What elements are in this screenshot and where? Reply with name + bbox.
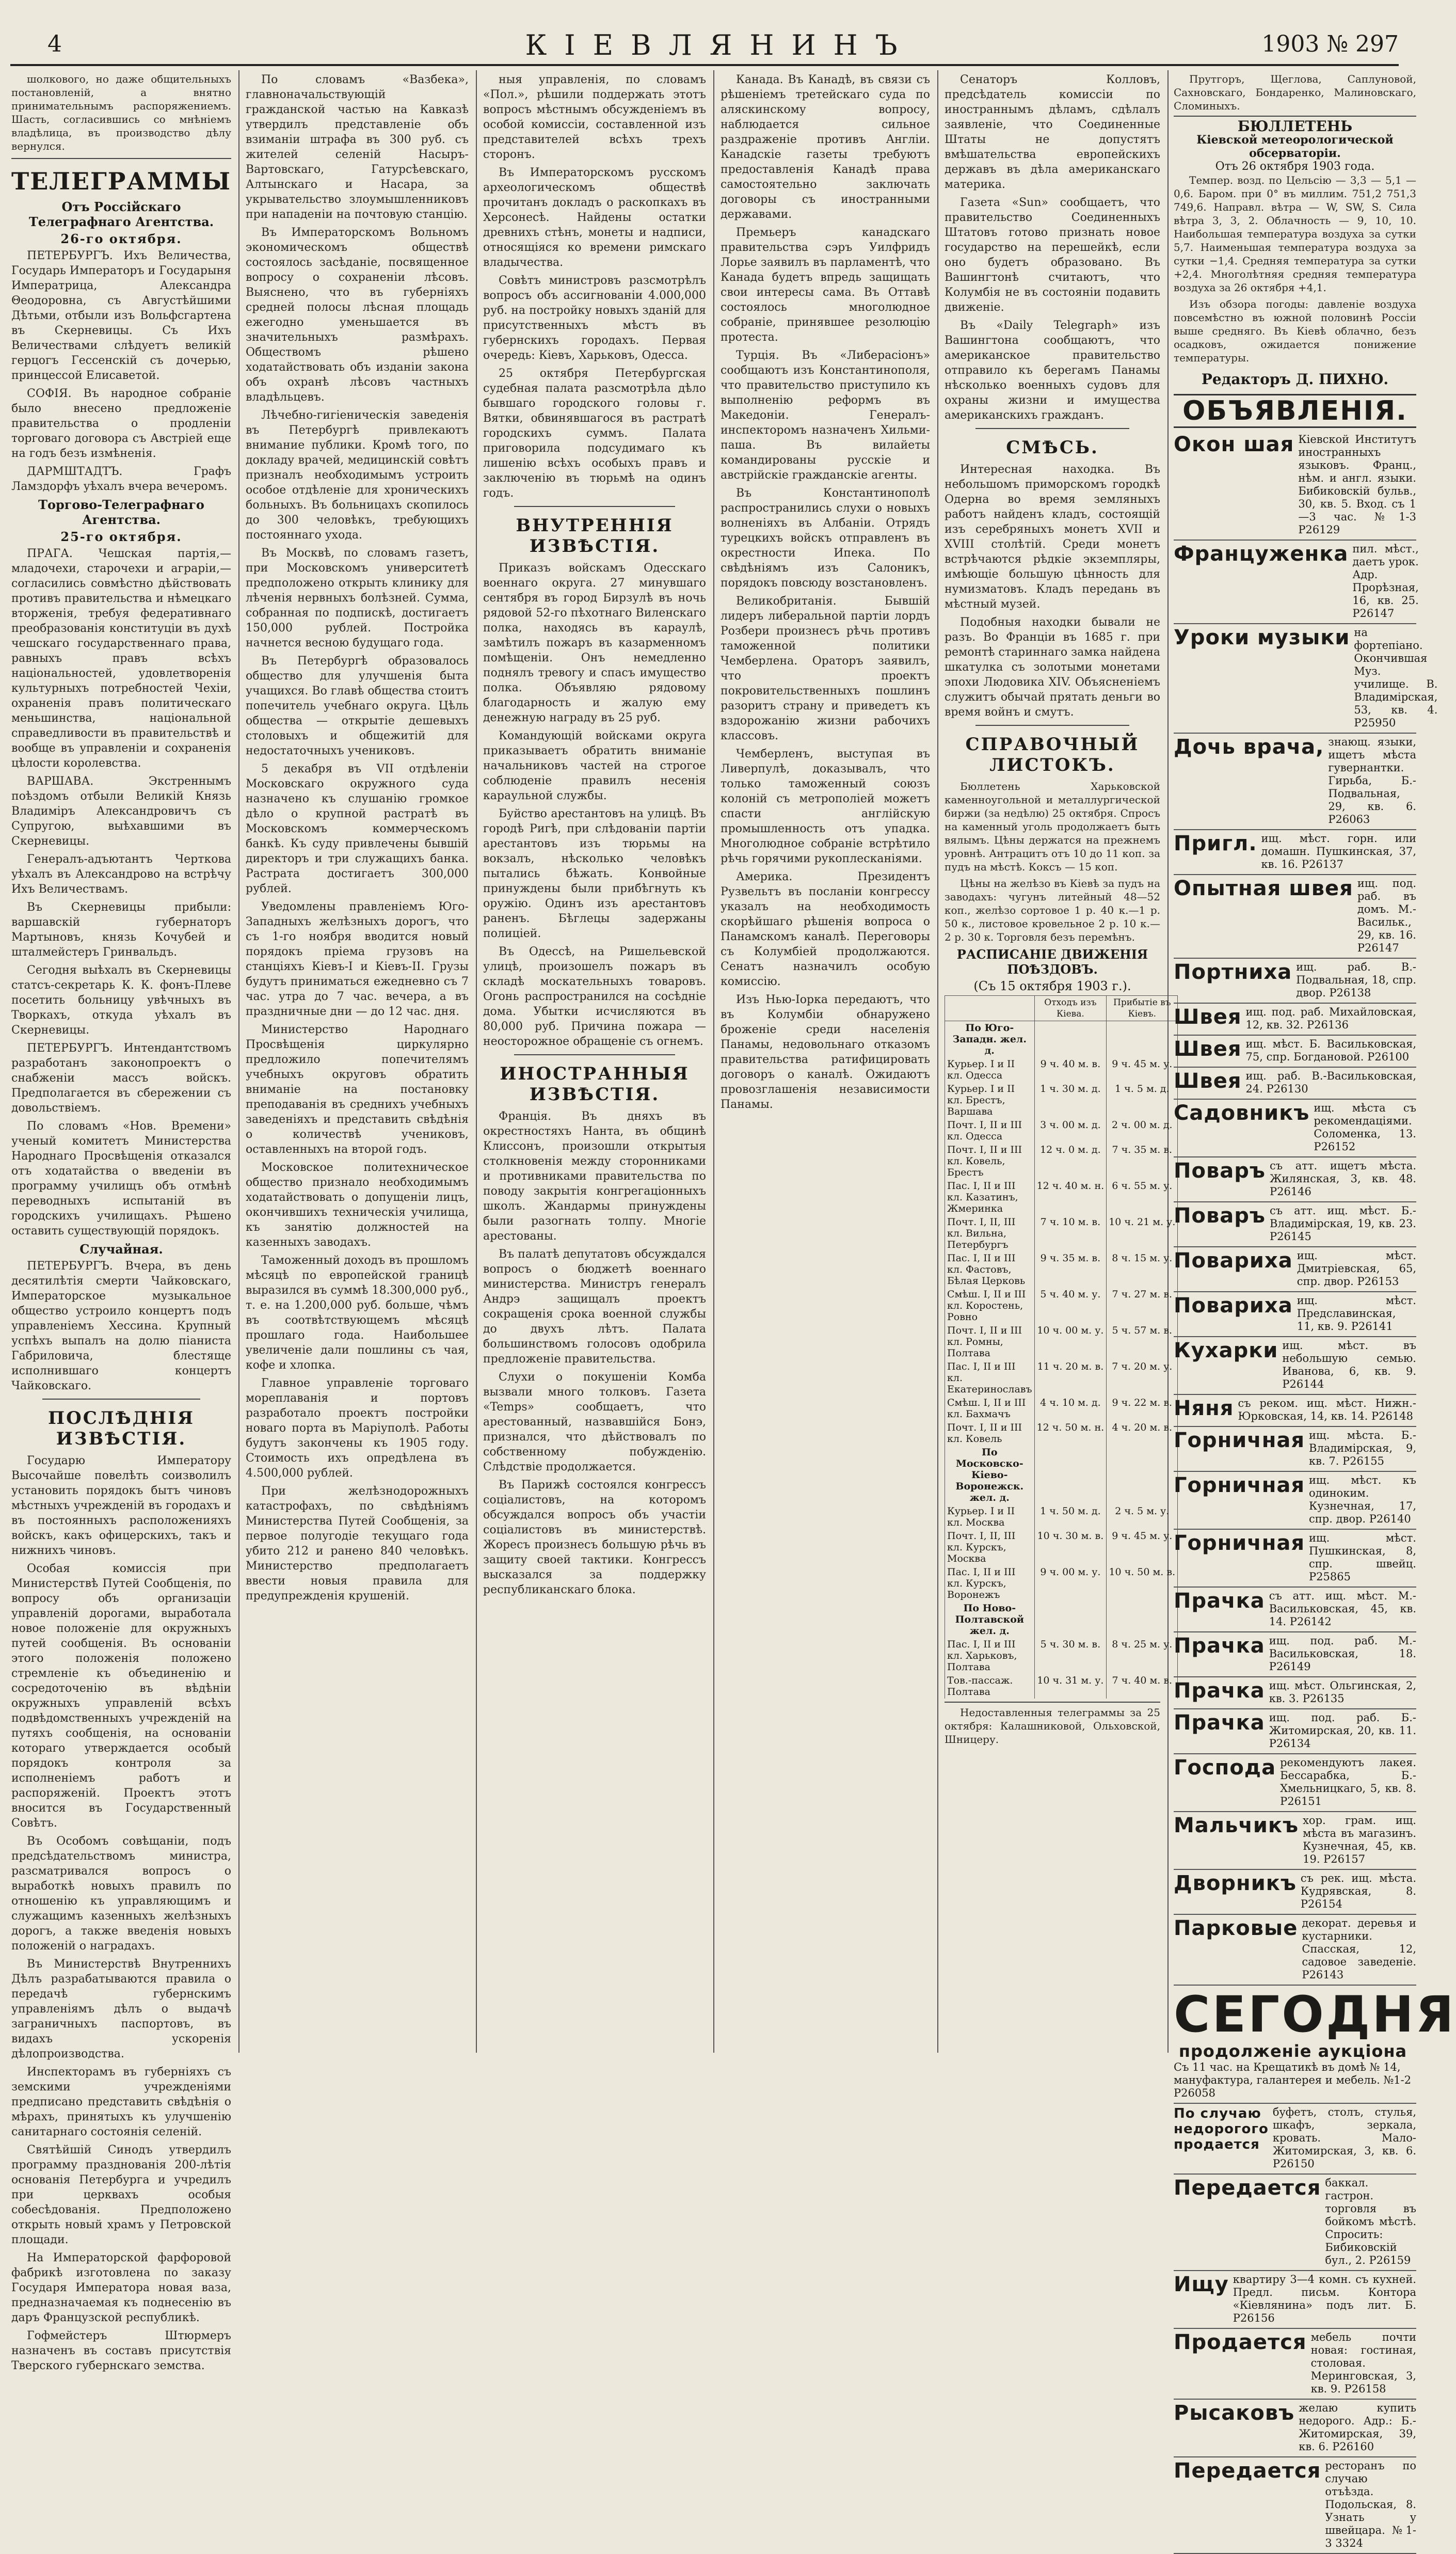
train-route: Курьер. I и II кл. Москва	[945, 1504, 1035, 1529]
article-paragraph: Въ Петербургѣ образовалось общество для улучшенія быта учащихся. Во главѣ общества стоитъ попечитель учебнаго округа. Цѣль общества — открытіе дешевыхъ столовыхъ и общежитій для недостаточныхъ учениковъ.	[246, 655, 469, 757]
ad-text: съ рек. ищ. мѣста. Кудрявская, 8. Р26154	[1300, 1872, 1416, 1910]
classified-ad	[1174, 1588, 1416, 1632]
ad-keyword: Повариха	[1174, 1249, 1293, 1273]
article-paragraph: Лѣчебно-гигіеническія заведенія въ Петербургѣ привлекаютъ внимание публики. Кромѣ того, по докладу врачей, медицинскій совѣтъ призналъ необходимымъ устроить особое отдѣленіе для хроническихъ больныхъ. Въ больницахъ скопилось до 300 человѣкъ, требующихъ постояннаго ухода.	[246, 409, 469, 542]
ad-keyword: Рысаковъ	[1174, 2401, 1295, 2425]
departure-time: 10 ч. 00 м. у.	[1034, 1324, 1107, 1360]
table-row	[945, 1638, 1178, 1674]
separator	[975, 428, 1129, 429]
table-row	[945, 1288, 1178, 1324]
ad-text: хор. грам. ищ. мѣста въ магазинъ. Кузнечная, 45, кв. 19. Р26157	[1303, 1814, 1416, 1865]
departure-time: 12 ч. 40 м. н.	[1034, 1179, 1107, 1215]
ad-keyword: Швея	[1174, 1005, 1242, 1029]
table-row	[945, 1179, 1178, 1215]
ad-text: буфетъ, столъ, стулья, шкафъ, зеркала, кровать. Мало-Житомирская, 3, кв. 6. Р26150	[1272, 2106, 1416, 2170]
ad-text: знающ. языки, ищетъ мѣста гувернантки. Гирьба, Б.-Подвальная, 29, кв. 6. Р26063	[1328, 736, 1416, 826]
table-row	[945, 1396, 1178, 1421]
column-header: Отходъ изъ Кіева.	[1034, 996, 1107, 1021]
classified-ad	[1174, 2329, 1416, 2400]
article-paragraph: Генералъ-адъютантъ Черткова уѣхалъ въ Александрово на встрѣчу Ихъ Величествамъ.	[11, 853, 231, 896]
classified-ad	[1174, 2457, 1416, 2554]
article-paragraph: Особая комиссія при Министерствѣ Путей Сообщенія, по вопросу объ организаціи управленій дорогами, выработала новое положеніе для окружныхъ путей сообщенія. Въ основаніи этого положенія положено стремленіе къ объединенію и сосредоточенію въ вѣдѣніи окружныхъ управленій всѣхъ подвѣдомственныхъ учрежденій на путяхъ сообщенія, на основаніи котораго утверждается особый порядокъ контроля за исполненіемъ работъ и распоряженій. Проектъ этотъ вносится въ Государственный Совѣтъ.	[11, 1562, 231, 1830]
article-paragraph: Приказъ войскамъ Одесскаго военнаго округа. 27 минувшаго сентября въ город Бирзулѣ въ ночь рядовой 52-го пѣхотнаго Виленскаго полка, находясь въ караулѣ, замѣтилъ пожаръ въ казарменномъ помѣщеніи. Онъ немедленно поднялъ тревогу и спасъ имущество полка. Объявляю рядовому благодарность и жалую ему денежную награду въ 25 руб.	[483, 562, 706, 724]
departure-time: 1 ч. 30 м. д.	[1034, 1082, 1107, 1118]
train-route: Смѣш. I, II и III кл. Бахмачъ	[945, 1396, 1035, 1421]
dateline: 25-го октября.	[60, 529, 182, 544]
table-row	[945, 1215, 1178, 1251]
ad-keyword: Ищу	[1174, 2273, 1229, 2296]
schedule-rows	[945, 1021, 1178, 1699]
train-route: Курьер. I и II кл. Одесса	[945, 1057, 1035, 1082]
section-subheading: Торгово-Телеграфнаго Агентства.	[38, 497, 204, 527]
ad-keyword: По случаю недорогого продается	[1174, 2106, 1269, 2152]
column-2	[246, 72, 469, 2052]
arrival-time: 10 ч. 21 м. у.	[1107, 1215, 1178, 1251]
classified-ad	[1174, 1337, 1416, 1395]
article-paragraph: По словамъ «Вазбека», главноначальствующій гражданской частью на Кавказѣ утвердилъ представленіе объ взиманіи штрафа въ 300 руб. съ жителей селеній Насыръ-Вартовскаго, Гатурсѣевскаго, Алтынскаго и Насара, за укрывательство злоумышленниковъ при нападеніи на почтовую станцію.	[246, 73, 469, 221]
arrival-time: 1 ч. 5 м. д.	[1107, 1082, 1178, 1118]
ad-keyword: Передается	[1174, 2176, 1321, 2200]
departure-time: 7 ч. 10 м. в.	[1034, 1215, 1107, 1251]
article-paragraph: Въ Константинополѣ распространились слухи о новыхъ волненіяхъ въ Албаніи. Отрядъ турецкихъ войскъ отправленъ въ окрестности Ипека. По свѣдѣніямъ изъ Салоникъ, порядокъ повсюду возстановленъ.	[721, 487, 930, 590]
arrival-time: 7 ч. 27 м. в.	[1107, 1288, 1178, 1324]
article-paragraph: Бюллетень Харьковской каменноугольной и металлургической биржи (за недѣлю) 25 октября. Спросъ на каменный уголь продолжаетъ быть вялымъ. Цѣны держатся на прежнемъ уровнѣ. Антрацитъ отъ 10 до 11 коп. за пудъ на мѣстѣ. Коксъ — 15 коп.	[945, 780, 1160, 873]
classified-ad	[1174, 624, 1438, 734]
arrival-time: 7 ч. 20 м. у.	[1107, 1360, 1178, 1396]
classified-ad	[1174, 1677, 1416, 1709]
ad-text: ищ. под. раб. въ домъ. М.-Васильк., 29, кв. 16. Р26147	[1357, 877, 1416, 954]
classified-ad	[1174, 1036, 1416, 1068]
ad-keyword: Горничная	[1174, 1531, 1305, 1555]
separator	[514, 506, 675, 507]
column-6	[1174, 72, 1456, 2549]
masthead	[36, 22, 1404, 68]
ad-text: съ атт. ищ. мѣст. Б.-Владимірская, 19, кв. 23. Р26145	[1269, 1204, 1416, 1243]
ad-text: декорат. деревья и кустарники. Спасская, 12, садовое заведеніе. Р26143	[1302, 1917, 1416, 1981]
article-paragraph: Министерство Народнаго Просвѣщенія циркулярно предложило попечителямъ учебныхъ округовъ обратить вниманіе на постановку преподаванія въ среднихъ учебныхъ заведеніяхъ и представить свѣдѣнія о количествѣ учениковъ, оставленныхъ на второй годъ.	[246, 1023, 469, 1156]
masthead-rule	[10, 64, 1399, 66]
table-row	[945, 1674, 1178, 1699]
article-paragraph: Гофмейстеръ Штюрмеръ назначенъ въ составъ присутствія Тверского губернскаго земства.	[11, 2329, 231, 2372]
section-heading-reference: СПРАВОЧНЫЙ ЛИСТОКЪ.	[965, 734, 1140, 775]
separator	[975, 725, 1129, 726]
train-route: Пас. I, II и III кл. Курскъ, Воронежъ	[945, 1565, 1035, 1601]
departure-time	[1034, 1021, 1107, 1058]
ads-heading: ОБЪЯВЛЕНІЯ.	[1174, 394, 1416, 428]
table-row	[945, 1118, 1178, 1143]
schedule-subheading: (Съ 15 октября 1903 г.).	[973, 979, 1131, 993]
ad-text: ищ. мѣст. Б. Васильковская, 75, спр. Богдановой. Р26100	[1245, 1038, 1416, 1063]
arrival-time: 9 ч. 45 м. у.	[1107, 1529, 1178, 1565]
arrival-time: 2 ч. 5 м. у.	[1107, 1504, 1178, 1529]
classified-ad	[1174, 431, 1416, 541]
ad-text: ищ. раб. В.-Васильковская, 24. Р26130	[1245, 1070, 1416, 1095]
article-paragraph: ПЕТЕРБУРГЪ. Интендантствомъ разработанъ законопроектъ о снабженіи массъ войскъ. Предполагается въ сбережении съ довольствіемъ.	[11, 1042, 231, 1115]
column-divider	[238, 70, 239, 2053]
table-row	[945, 1251, 1178, 1288]
classified-ad	[1174, 1292, 1416, 1337]
ad-text: ищ. под. раб. Б.-Житомирская, 20, кв. 11. Р26134	[1269, 1711, 1416, 1750]
table-row	[945, 1360, 1178, 1396]
ad-keyword: Дворникъ	[1174, 1871, 1297, 1895]
article-paragraph: Чемберленъ, выступая въ Ливерпулѣ, доказывалъ, что только таможенный союзъ колоній съ метрополіей можетъ спасти англійскую промышленность отъ упадка. Многолюдное собраніе встрѣтило рѣчь горячими рукоплесканіями.	[721, 748, 930, 865]
column-1	[11, 72, 231, 2372]
departure-time: 5 ч. 40 м. у.	[1034, 1288, 1107, 1324]
dateline: 26-го октября.	[60, 231, 182, 246]
telegram-note: Недоставленныя телеграммы за 25 октября: Калашниковой, Ольховской, Шницеру.	[945, 1706, 1160, 1746]
train-route: По Ново-Полтавской жел. д.	[945, 1601, 1035, 1638]
bulletin-text: Темпер. возд. по Цельсію — 3,3 — 5,1 — 0,6. Баром. при 0° въ миллим. 751,2 751,3 749,6. Направл. вѣтра — W, SW, S. Сила вѣтра 3, 3, 2. Облачность — 9, 10, 10. Наибольшая температура воздуха за сутки 5,7. Наименьшая температура воздуха за сутки −1,4. Средняя температура за сутки +2,4. Многолѣтняя средняя температура воздуха за 26 октября +4,1.	[1174, 174, 1416, 294]
column-divider	[937, 70, 938, 2053]
train-route: По Московско-Кіево-Воронежск. жел. д.	[945, 1446, 1035, 1504]
issue-number: 1903 № 297	[1261, 31, 1399, 57]
ad-keyword: Опытная швея	[1174, 877, 1353, 900]
ad-keyword: Повариха	[1174, 1294, 1293, 1318]
classified-ad	[1174, 959, 1416, 1004]
article-paragraph: ныя управленія, по словамъ «Пол.», рѣшили поддержать этотъ вопросъ мѣстнымъ обсужденіемъ въ особой комиссіи, составленной изъ представителей всѣхъ трехъ сторонъ.	[483, 73, 706, 161]
article-paragraph: Въ Парижѣ состоялся конгрессъ соціалистовъ, на которомъ обсуждался вопросъ объ участіи соціалистовъ въ министерствѣ. Жоресъ произнесъ большую рѣчь въ защиту своей тактики. Конгрессъ высказался за поддержку республиканскаго блока.	[483, 1479, 706, 1596]
ad-keyword: Горничная	[1174, 1473, 1305, 1497]
classified-ad	[1174, 1427, 1416, 1472]
bulletin-subheading: Кіевской метеорологической обсерваторіи.	[1196, 133, 1394, 160]
departure-time: 11 ч. 20 м. в.	[1034, 1360, 1107, 1396]
table-row	[945, 1143, 1178, 1179]
article-paragraph: 25 октября Петербургская судебная палата разсмотрѣла дѣло бывшаго городского головы г. Вятки, обвинявшагося въ растратѣ городскихъ суммъ. Палата приговорила подсудимаго къ лишенію всѣхъ особыхъ правъ и заключенію въ тюрьмѣ на одинъ годъ.	[483, 367, 706, 500]
table-header-row	[945, 996, 1178, 1021]
ad-text: желаю купить недорого. Адр.: Б.-Житомирская, 39, кв. 6. Р26160	[1299, 2402, 1416, 2453]
ad-keyword: Прачка	[1174, 1589, 1265, 1613]
article-paragraph: Турція. Въ «Либерасіонъ» сообщаютъ изъ Константинополя, что правительство приступило къ выполненію реформъ въ Македоніи. Генералъ-инспекторомъ назначенъ Хильми-паша. Въ вилайеты командированы русскіе и австрійскіе гражданскіе агенты.	[721, 349, 930, 482]
ad-keyword: Портниха	[1174, 960, 1292, 984]
article-paragraph: Газета «Sun» сообщаетъ, что правительство Соединенныхъ Штатовъ готово признать новое государство на перешейкѣ, если оно будетъ образовано. Въ Вашингтонѣ считаютъ, что Колумбія не въ состояніи подавить движеніе.	[945, 196, 1160, 314]
departure-time: 12 ч. 0 м. д.	[1034, 1143, 1107, 1179]
column-divider	[713, 70, 714, 2053]
article-paragraph: Сенаторъ Колловъ, предсѣдатель комиссіи по иностраннымъ дѣламъ, сдѣлалъ заявленіе, что Соединенные Штаты не допустятъ вмѣшательства европейскихъ державъ въ дѣла американскаго материка.	[945, 73, 1160, 191]
departure-time: 9 ч. 00 м. у.	[1034, 1565, 1107, 1601]
ad-keyword: Швея	[1174, 1069, 1242, 1093]
classified-ad	[1174, 1202, 1416, 1247]
departure-time: 9 ч. 35 м. в.	[1034, 1251, 1107, 1288]
classified-ad	[1174, 2104, 1416, 2175]
classified-ad	[1174, 1247, 1416, 1292]
column-header	[945, 996, 1035, 1021]
article-paragraph: Въ «Daily Telegraph» изъ Вашингтона сообщаютъ, что американское правительство отправило къ берегамъ Панамы нѣсколько военныхъ судовъ для охраны жизни и имущества американскихъ гражданъ.	[945, 319, 1160, 422]
train-route: По Юго-Западн. жел. д.	[945, 1021, 1035, 1058]
article-paragraph: Цѣны на желѣзо въ Кіевѣ за пудъ на заводахъ: чугунъ литейный 48—52 коп., желѣзо сортовое 1 р. 40 к.—1 р. 50 к., листовое кровельное 2 р. 10 к.—2 р. 30 к. Торговля безъ перемѣнъ.	[945, 877, 1160, 943]
article-paragraph: Въ палатѣ депутатовъ обсуждался вопросъ о бюджетѣ военнаго министерства. Министръ генералъ Андрэ защищалъ проектъ сокращенія срока военной службы до двухъ лѣтъ. Палата большинствомъ голосовъ одобрила предложеніе правительства.	[483, 1248, 706, 1366]
departure-time	[1034, 1446, 1107, 1504]
article-paragraph: Въ Императорскомъ русскомъ археологическомъ обществѣ прочитанъ докладъ о раскопкахъ въ Херсонесѣ. Найдены остатки древнихъ стѣнъ, монеты и надписи, относящіяся ко времени римскаго владычества.	[483, 166, 706, 269]
auction-ad-body: Съ 11 час. на Крещатикѣ въ домѣ № 14, мануфактура, галантерея и мебель. №1-2 Р26058	[1174, 2061, 1412, 2099]
column-header: Прибытіе въ Кіевъ.	[1107, 996, 1178, 1021]
ad-keyword: Француженка	[1174, 542, 1349, 566]
classified-ad	[1174, 1100, 1416, 1157]
table-row	[945, 1446, 1178, 1504]
arrival-time: 6 ч. 55 м. у.	[1107, 1179, 1178, 1215]
ad-text: ищ. мѣст. Предславинская, 11, кв. 9. Р26141	[1297, 1294, 1416, 1332]
classified-ad	[1174, 1068, 1416, 1100]
ad-keyword: Прачка	[1174, 1634, 1265, 1658]
classified-ad	[1174, 1632, 1416, 1677]
table-row	[945, 1504, 1178, 1529]
article-paragraph: Командующій войсками округа приказываетъ обратить вниманіе начальниковъ частей на строгое соблюденіе правилъ несенія караульной службы.	[483, 729, 706, 802]
departure-time	[1034, 1601, 1107, 1638]
editor-line: Редакторъ Д. ПИХНО.	[1201, 371, 1389, 388]
auction-ad-subtitle: продолженіе аукціона	[1178, 2041, 1407, 2061]
classified-ad	[1174, 2175, 1416, 2271]
train-route: Почт. I, II и III кл. Одесса	[945, 1118, 1035, 1143]
separator	[945, 1702, 1160, 1703]
ad-text: съ реком. ищ. мѣст. Нижн.-Юрковская, 14, кв. 14. Р26148	[1238, 1397, 1416, 1422]
article-paragraph: Московское политехническое общество признало необходимымъ ходатайствовать о допущеніи лицъ, окончившихъ техническія училища, къ занятію должностей на казенныхъ заводахъ.	[246, 1161, 469, 1249]
classified-ad	[1174, 734, 1416, 830]
ad-text: ищ. мѣста. Б.-Владимірская, 9, кв. 7. Р26155	[1309, 1429, 1416, 1467]
classified-ad	[1174, 541, 1419, 624]
classified-ad	[1174, 2271, 1416, 2329]
classified-ad	[1174, 1915, 1416, 1986]
ad-text: ищ. раб. В.-Подвальная, 18, спр. двор. Р26138	[1296, 961, 1416, 999]
ad-keyword: Окон шая	[1174, 433, 1294, 456]
train-route: Смѣш. I, II и III кл. Коростень, Ровно	[945, 1288, 1035, 1324]
train-route: Тов.-пассаж. Полтава	[945, 1674, 1035, 1699]
table-row	[945, 1021, 1178, 1058]
arrival-time	[1107, 1601, 1178, 1638]
ad-keyword: Горничная	[1174, 1429, 1305, 1452]
article-paragraph: Премьеръ канадскаго правительства сэръ Уилфридъ Лорье заявилъ въ парламентѣ, что Канада будетъ впредь защищать свои интересы сама. Въ Оттавѣ состоялось многолюдное собраніе, принявшее резолюцію протеста.	[721, 226, 930, 344]
article-paragraph: Слухи о покушеніи Комба вызвали много толковъ. Газета «Temps» сообщаетъ, что арестованный, назвавшійся Бонэ, признался, что дѣйствовалъ по собственному побужденію. Слѣдствіе продолжается.	[483, 1371, 706, 1473]
table-row	[945, 1324, 1178, 1360]
article-paragraph: Уведомлены правленіемъ Юго-Западныхъ желѣзныхъ дорогъ, что съ 1-го ноября вводится новый порядокъ пріема грузовъ на станціяхъ Кіевъ-І и Кіевъ-ІІ. Грузы будутъ приниматься ежедневно съ 7 час. утра до 7 час. вечера, а въ праздничные дни — до 12 час. дня.	[246, 900, 469, 1018]
bulletin-heading: БЮЛЛЕТЕНЬ	[1237, 118, 1353, 135]
ad-text: ищ. мѣст. въ небольшую семью. Иванова, 6, кв. 9. Р26144	[1282, 1339, 1416, 1390]
article-paragraph: Великобританія. Бывшій лидеръ либеральной партіи лордъ Розбери произнесъ рѣчь противъ таможенной политики Чемберлена. Ораторъ заявилъ, что проектъ покровительственныхъ пошлинъ разоритъ страну и приведетъ къ вздорожанію жизни рабочихъ классовъ.	[721, 595, 930, 742]
article-paragraph: ПРАГА. Чешская партія,—младочехи, старочехи и аграріи,—согласились совмѣстно дѣйствовать противъ правительства и нѣмецкаго вторженія, требуя федеративнаго преобразованія конституціи въ духѣ чешскаго государственнаго права, равныхъ правъ всѣхъ національностей, удовлетворенія культурныхъ потребностей Чехіи, охраненія правъ политическаго меньшинства, національной справедливости въ правительствѣ и вообще въ управленіи и сохраненія цѣлости королевства.	[11, 547, 231, 770]
ad-keyword: Дочь врача,	[1174, 735, 1324, 759]
article-paragraph: Таможенный доходъ въ прошломъ мѣсяцѣ по европейской границѣ выразился въ суммѣ 18.300,000 руб., т. е. на 1.200,000 руб. больше, чѣмъ въ соотвѣтствующемъ мѣсяцѣ прошлаго года. Наибольшее увеличеніе дали пошлины съ чая, кофе и хлопка.	[246, 1254, 469, 1372]
ad-keyword: Садовникъ	[1174, 1101, 1310, 1125]
separator	[514, 1054, 675, 1055]
article-paragraph: При желѣзнодорожныхъ катастрофахъ, по свѣдѣніямъ Министерства Путей Сообщенія, за первое полугодіе текущаго года убито 212 и ранено 840 человѣкъ. Министерство предполагаетъ ввести новыя правила для предупрежденія крушеній.	[246, 1485, 469, 1603]
departure-time: 12 ч. 50 м. н.	[1034, 1421, 1107, 1446]
ad-text: баккал. гастрон. торговля въ бойкомъ мѣстѣ. Спросить: Бибиковскій бул., 2. Р26159	[1325, 2177, 1416, 2266]
classified-ad	[1174, 830, 1416, 875]
article-paragraph: Въ Москвѣ, по словамъ газетъ, при Московскомъ университетѣ предположено открыть клинику для лѣченія нервныхъ болѣзней. Сумма, собранная по подпискѣ, достигаетъ 150,000 рублей. Постройка начнется весною будущаго года.	[246, 547, 469, 649]
ad-text: пил. мѣст., даетъ урок. Адр. Прорѣзная, 16, кв. 25. Р26147	[1352, 543, 1419, 620]
table-row	[945, 1565, 1178, 1601]
arrival-time	[1107, 1021, 1178, 1058]
classified-ad	[1174, 1472, 1416, 1530]
ad-text: рекомендуютъ лакея. Бессарабка, Б.-Хмельницкаго, 5, кв. 8. Р26151	[1280, 1756, 1416, 1807]
ad-keyword: Няня	[1174, 1397, 1234, 1420]
ad-text: мебель почти новая: гостиная, столовая. Меринговская, 3, кв. 9. Р26158	[1310, 2331, 1416, 2395]
train-route: Почт. I, II и III кл. Ковель, Брестъ	[945, 1143, 1035, 1179]
section-subheading: Отъ Россійскаго Телеграфнаго Агентства.	[28, 199, 214, 229]
ad-text: ищ. мѣст. горн. или домашн. Пушкинская, 37, кв. 16. Р26137	[1261, 832, 1416, 870]
article-paragraph: ПЕТЕРБУРГЪ. Вчера, въ день десятилѣтія смерти Чайковскаго, Императорское музыкальное общество устроило концертъ подъ управленіемъ Хессина. Крупный успѣхъ выпалъ на долю піанистa Габриловича, блестяще исполнившаго концертъ Чайковскаго.	[11, 1260, 231, 1392]
departure-time: 9 ч. 40 м. в.	[1034, 1057, 1107, 1082]
departure-time: 5 ч. 30 м. в.	[1034, 1638, 1107, 1674]
ad-keyword: Поваръ	[1174, 1204, 1266, 1228]
separator	[1174, 116, 1416, 117]
train-route: Пас. I, II и III кл. Екатеринославъ	[945, 1360, 1035, 1396]
ad-text: на фортепіано. Окончившая Муз. училище. В. Владимірская, 53, кв. 4. Р25950	[1354, 626, 1438, 729]
arrival-time: 8 ч. 15 м. у.	[1107, 1251, 1178, 1288]
ad-keyword: Передается	[1174, 2459, 1321, 2483]
table-row	[945, 1057, 1178, 1082]
departure-time: 10 ч. 30 м. в.	[1034, 1529, 1107, 1565]
article-paragraph: Въ Императорскомъ Вольномъ экономическомъ обществѣ состоялось засѣданіе, посвященное вопросу о сохраненіи лѣсовъ. Выяснено, что въ губерніяхъ средней полосы лѣсная площадь ежегодно уменьшается въ значительныхъ размѣрахъ. Обществомъ рѣшено ходатайствовать объ изданіи закона объ охранѣ лѣсовъ частныхъ владѣльцевъ.	[246, 226, 469, 404]
train-route: Почт. I, II и III кл. Ковель	[945, 1421, 1035, 1446]
article-paragraph: Сегодня выѣхалъ въ Скерневицы статсъ-секретарь К. К. фонъ-Плеве посетить больницу увѣчныхъ въ Творкахъ, откуда уѣхалъ въ Скерневицы.	[11, 964, 231, 1037]
article-paragraph: Въ Одессѣ, на Ришельевской улицѣ, произошелъ пожаръ въ складѣ москательныхъ товаровъ. Огонь распространился на сосѣдніе дома. Убытки исчисляются въ 80,000 руб. Причина пожара — неосторожное обращеніе съ огнемъ.	[483, 945, 706, 1048]
arrival-time: 9 ч. 45 м. у.	[1107, 1057, 1178, 1082]
classified-ad	[1174, 1157, 1416, 1202]
column-5	[945, 72, 1176, 2052]
classified-ad	[1174, 2400, 1416, 2457]
arrival-time: 5 ч. 57 м. в.	[1107, 1324, 1178, 1360]
ad-text: ресторанъ по случаю отъѣзда. Подольская, 8. Узнать у швейцара. №1-3 3324	[1325, 2460, 1416, 2549]
ad-keyword: Уроки музыки	[1174, 626, 1350, 649]
ad-text: квартиру 3—4 комн. съ кухней. Предл. письм. Контора «Кіевлянина» подъ лит. Б. Р26156	[1233, 2273, 1416, 2324]
ad-text: съ атт. ищ. мѣст. М.-Васильковская, 45, кв. 14. Р26142	[1269, 1590, 1416, 1628]
ad-keyword: Прачка	[1174, 1711, 1265, 1735]
train-schedule-table	[945, 995, 1178, 1699]
article-paragraph: Буйство арестантовъ на улицѣ. Въ городѣ Ригѣ, при слѣдованіи партіи арестантовъ изъ тюрьмы на вокзалъ, нѣсколько человѣкъ пытались бѣжать. Конвойные принуждены были прибѣгнуть къ оружію. Одинъ изъ арестантовъ раненъ. Бѣглецы задержаны полиціей.	[483, 807, 706, 940]
intro-text: шолкового, но даже общительныхъ постановленій, а внятно принимательнымъ распоряжениемъ. Шасть, согласившись со мнѣніемъ владѣлица, въ производство дѣлу вернулся.	[11, 73, 231, 152]
ad-text: ищ. мѣст. къ одиноким. Кузнечная, 17, спр. двор. Р26140	[1309, 1474, 1416, 1525]
classified-ads-2	[1174, 2104, 1416, 2554]
table-row	[945, 1421, 1178, 1446]
page-number: 4	[47, 31, 62, 57]
article-paragraph: Франція. Въ дняхъ въ окрестностяхъ Нанта, въ общинѣ Клиссонъ, произошли открытыя столкновенія между сторонниками и противниками правительства по поводу закрытія конгрегаціонныхъ школъ. Жандармы принуждены были разогнать толпу. Многіе арестованы.	[483, 1110, 706, 1243]
classified-ad	[1174, 1870, 1416, 1915]
arrival-time: 4 ч. 20 м. в.	[1107, 1421, 1178, 1446]
departure-time: 4 ч. 10 м. д.	[1034, 1396, 1107, 1421]
train-route: Пас. I, II и III кл. Харьковъ, Полтава	[945, 1638, 1035, 1674]
article-paragraph: Святѣйшій Синодъ утвердилъ программу празднованія 200-лѣтія основанія Петербурга и учредилъ при церквахъ особыя собесѣдованія. Предположено открыть новый храмъ у Петровской площади.	[11, 2144, 231, 2246]
bulletin-date: Отъ 26 октября 1903 года.	[1215, 160, 1375, 173]
train-route: Почт. I, II, III кл. Вильна, Петербургъ	[945, 1215, 1035, 1251]
train-route: Пас. I, II и III кл. Казатинъ, Жмеринка	[945, 1179, 1035, 1215]
article-paragraph: Америка. Президентъ Рузвельтъ въ посланіи конгрессу указалъ на необходимость скорѣйшаго рѣшенія вопроса о Панамскомъ каналѣ. Переговоры съ Колумбіей продолжаются. Сенатъ назначилъ особую комиссію.	[721, 870, 930, 988]
section-subheading: Случайная.	[79, 1242, 163, 1257]
train-route: Почт. I, II и III кл. Ромны, Полтава	[945, 1324, 1035, 1360]
ad-keyword: Мальчикъ	[1174, 1814, 1299, 1837]
article-paragraph: Совѣтъ министровъ разсмотрѣлъ вопросъ объ ассигнованіи 4.000,000 руб. на постройку новыхъ зданій для присутственныхъ мѣстъ въ губернскихъ городахъ. Первая очередь: Кіевъ, Харьковъ, Одесса.	[483, 274, 706, 362]
section-heading-latest-news: ПОСЛѢДНІЯ ИЗВѢСТІЯ.	[47, 1408, 195, 1449]
ad-text: ищ. мѣст. Пушкинская, 8, спр. швейц. Р25865	[1309, 1532, 1416, 1583]
ad-keyword: Пригл.	[1174, 832, 1257, 855]
section-heading-telegrams: ТЕЛЕГРАММЫ	[11, 167, 231, 195]
schedule-heading: РАСПИСАНІЕ ДВИЖЕНІЯ ПОѢЗДОВЪ.	[956, 947, 1148, 977]
arrival-time	[1107, 1446, 1178, 1504]
arrival-time: 9 ч. 22 м. в.	[1107, 1396, 1178, 1421]
arrival-time: 8 ч. 25 м. у.	[1107, 1638, 1178, 1674]
table-row	[945, 1529, 1178, 1565]
section-heading-miscellany: СМѢСЬ.	[1006, 437, 1099, 458]
classified-ad	[1174, 1709, 1416, 1754]
article-paragraph: Въ Министерствѣ Внутреннихъ Дѣлъ разрабатываются правила о передачѣ губернскимъ управленіямъ дѣлъ о выдачѣ заграничныхъ паспортовъ, въ видахъ ускоренія дѣлопроизводства.	[11, 1958, 231, 2060]
classified-ads	[1174, 431, 1438, 1986]
column-3	[483, 72, 706, 2052]
auction-ad	[1174, 1986, 1456, 2104]
train-route: Пас. I, II и III кл. Фастовъ, Бѣлая Церковь	[945, 1251, 1035, 1288]
classified-ad	[1174, 1754, 1416, 1812]
classified-ad	[1174, 1530, 1416, 1588]
separator	[11, 158, 231, 159]
ad-text: съ атт. ищетъ мѣста. Жилянская, 3, кв. 48. Р26146	[1269, 1160, 1416, 1198]
ad-keyword: Кухарки	[1174, 1339, 1278, 1362]
column-4	[721, 72, 930, 2052]
table-row	[945, 1082, 1178, 1118]
train-route: Курьер. I и II кл. Брестъ, Варшава	[945, 1082, 1035, 1118]
section-heading-foreign-news: ИНОСТРАННЫЯ ИЗВѢСТІЯ.	[500, 1064, 690, 1105]
ad-keyword: Парковые	[1174, 1916, 1298, 1940]
ad-keyword: Прачка	[1174, 1679, 1265, 1703]
table-row	[945, 1601, 1178, 1638]
arrival-time: 7 ч. 40 м. в.	[1107, 1674, 1178, 1699]
article-paragraph: На Императорской фарфоровой фабрикѣ изготовлена по заказу Государя Императора новая ваза, предназначаемая къ поднесенію въ даръ Французской республикѣ.	[11, 2251, 231, 2324]
ad-keyword: Швея	[1174, 1037, 1242, 1061]
ad-keyword: Господа	[1174, 1756, 1276, 1780]
article-paragraph: Канада. Въ Канадѣ, въ связи съ рѣшеніемъ третейскаго суда по аляскинскому вопросу, наблюдается сильное раздраженіе противъ Англіи. Канадскіе газеты требуютъ предоставленія Канадѣ права самостоятельно заключать договоры съ иностранными державами.	[721, 73, 930, 221]
article-paragraph: По словамъ «Нов. Времени» ученый комитетъ Министерства Народнаго Просвѣщенія отказался отъ ходатайства о введеніи въ программу училищъ объ отмѣнѣ переводныхъ испытаній въ городскихъ училищахъ. Рѣшено оставить существующій порядокъ.	[11, 1120, 231, 1238]
article-paragraph: Инспекторамъ въ губерніяхъ съ земскими учрежденіями предписано представить свѣдѣнія о мѣрахъ, принятыхъ къ улучшенію санитарнаго состоянія селеній.	[11, 2066, 231, 2138]
departure-time: 3 ч. 00 м. д.	[1034, 1118, 1107, 1143]
article-paragraph: Государю Императору Высочайше повелѣть соизволилъ установить порядокъ бытъ чиновъ мѣстныхъ учрежденій въ городахъ и въ постоянныхъ расположенияхъ войскъ, какъ офицерскихъ, такъ и нижнихъ чиновъ.	[11, 1454, 231, 1557]
article-paragraph: СОФІЯ. Въ народное собраніе было внесено предложеніе правительства о продленіи торговаго договора съ Австріей еще на годъ безъ измѣненія.	[11, 387, 231, 460]
ad-text: ищ. мѣст. Дмитріевская, 65, спр. двор. Р26153	[1297, 1249, 1416, 1288]
departure-time: 10 ч. 31 м. у.	[1034, 1674, 1107, 1699]
departure-time: 1 ч. 50 м. д.	[1034, 1504, 1107, 1529]
intro-text: Прутгоръ, Щеглова, Саплуновой, Сахновскаго, Бондаренко, Малиновскаго, Сломиныхъ.	[1174, 73, 1416, 112]
ad-text: Кіевской Институтъ иностранныхъ языковъ. Франц., нѣм. и англ. языки. Бибиковскій бульв., 30, кв. 5. Вход. съ 1—3 час. №1-3 Р26129	[1298, 433, 1416, 536]
article-paragraph: Интересная находка. Въ небольшомъ приморскомъ городкѣ Одерна во время земляныхъ работъ найденъ кладъ, состоящій изъ серебряныхъ монетъ XVII и XVIII столѣтій. Среди монетъ встрѣчаются рѣдкіе экземпляры, имѣющіе большую цѣнность для нумизматовъ. Кладъ передань въ мѣстный музей.	[945, 463, 1160, 611]
article-paragraph: Изъ Нью-Іорка передаютъ, что въ Колумбіи обнаружено броженіе среди населенія Панамы, недовольнаго отказомъ правительства ратифицировать договоръ о каналѣ. Ожидаютъ провозглашенія независимости Панамы.	[721, 993, 930, 1111]
separator	[42, 1399, 200, 1400]
classified-ad	[1174, 1812, 1416, 1870]
article-paragraph: Подобныя находки бывали не разъ. Во Франціи въ 1685 г. при ремонтѣ стариннаго замка найдена шкатулка съ золотыми монетами эпохи Людовика XIV. Объясненіемъ служитъ обычай прятать деньги во время войнъ и смутъ.	[945, 616, 1160, 719]
ad-keyword: Продается	[1174, 2330, 1307, 2354]
article-paragraph: 5 декабря въ VII отдѣленіи Московскаго окружного суда назначено къ слушанію громкое дѣло о крупной растратѣ въ Московскомъ коммерческомъ банкѣ. Къ суду привлечены бывшій директоръ и три служащихъ банка. Растрата достигаетъ 300,000 рублей.	[246, 763, 469, 895]
classified-ad	[1174, 1395, 1416, 1427]
ad-keyword: Поваръ	[1174, 1159, 1266, 1183]
auction-ad-title: СЕГОДНЯ	[1174, 1986, 1456, 2043]
article-paragraph: ВАРШАВА. Экстреннымъ поѣздомъ отбыли Великій Князь Владиміръ Александровичъ съ Супругою, выѣхавшими въ Скерневицы.	[11, 775, 231, 848]
article-paragraph: ПЕТЕРБУРГЪ. Ихъ Величества, Государь Императоръ и Государыня Императрица, Александра Θеодоровна, съ Августѣйшими Дѣтьми, отбыли изъ Вольфсгартена въ Скерневицы. Съ Ихъ Величествами слѣдуетъ великій герцогъ Гессенскій съ дочерью, принцессой Елисаветой.	[11, 249, 231, 382]
train-route: Почт. I, II, III кл. Курскъ, Москва	[945, 1529, 1035, 1565]
newspaper-title: КІЕВЛЯНИНЪ	[525, 29, 915, 61]
article-paragraph: Въ Особомъ совѣщаніи, подъ предсѣдательствомъ министра, разсматривался вопросъ о выработкѣ новыхъ правилъ по отношенію къ управляющимъ и служащимъ казенныхъ желѣзныхъ дорогъ, а также введенія новыхъ положеній о наградахъ.	[11, 1835, 231, 1953]
arrival-time: 10 ч. 50 м. в.	[1107, 1565, 1178, 1601]
article-paragraph: ДАРМШТАДТЪ. Графъ Ламздорфъ уѣхалъ вчера вечеромъ.	[11, 465, 231, 493]
ad-text: ищ. под. раб. Михайловская, 12, кв. 32. Р26136	[1245, 1006, 1416, 1031]
classified-ad	[1174, 875, 1416, 959]
arrival-time: 7 ч. 35 м. в.	[1107, 1143, 1178, 1179]
column-divider	[476, 70, 477, 2053]
article-paragraph: Главное управленіе торговаго мореплаванія и портовъ разработало проектъ постройки новаго порта въ Маріуполѣ. Работы будутъ закончены къ 1905 году. Стоимость ихъ опредѣлена въ 4.500,000 рублей.	[246, 1377, 469, 1480]
arrival-time: 2 ч. 00 м. д.	[1107, 1118, 1178, 1143]
ad-text: ищ. мѣст. Ольгинская, 2, кв. 3. Р26135	[1269, 1679, 1416, 1705]
article-paragraph: Въ Скерневицы прибыли: варшавскій губернаторъ Мартыновъ, князь Кочубей и шталмейстеръ Гринвальдъ.	[11, 901, 231, 959]
ad-text: ищ. мѣста съ рекомендаціями. Соломенка, 13. Р26152	[1314, 1102, 1416, 1153]
classified-ad	[1174, 1004, 1416, 1036]
section-heading-domestic-news: ВНУТРЕННІЯ ИЗВѢСТІЯ.	[516, 515, 674, 557]
ad-text: ищ. под. раб. М.-Васильковская, 18. Р26149	[1269, 1635, 1416, 1673]
bulletin-text: Изъ обзора погоды: давленіе воздуха повсемѣстно въ южной половинѣ Россіи выше средняго. Въ Кіевѣ облачно, безъ осадковъ, ожидается понижение температуры.	[1174, 298, 1416, 364]
